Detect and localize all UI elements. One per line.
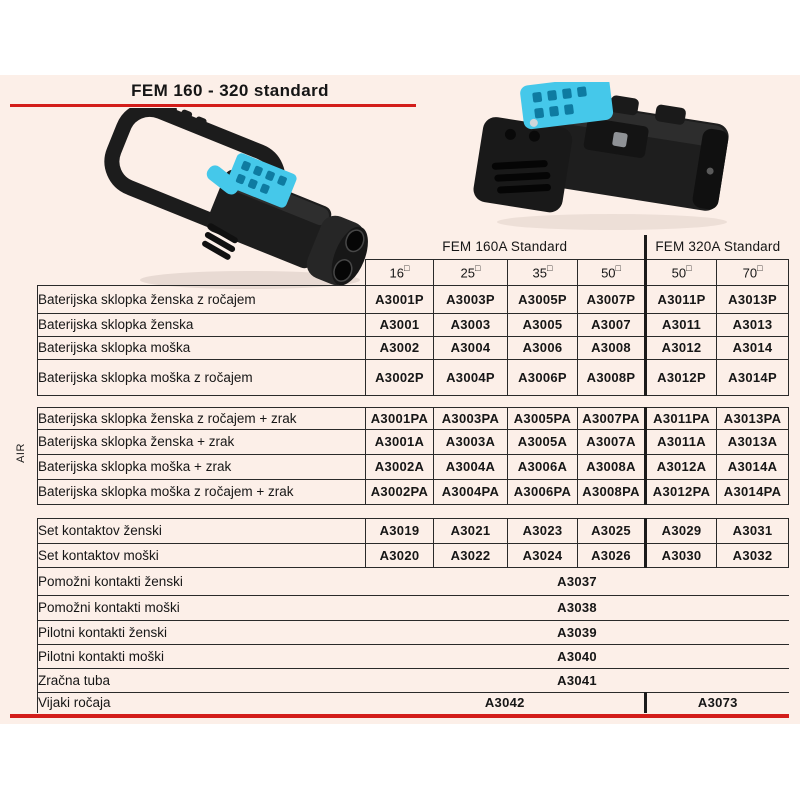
- spacer-cell: [38, 259, 366, 285]
- part-number-cell: A3004A: [434, 454, 508, 479]
- bottom-red-rule: [10, 714, 789, 718]
- size-header: 50□: [578, 259, 646, 285]
- row-label-cell: Set kontaktov ženski: [38, 518, 366, 543]
- part-number-cell: A3011A: [646, 429, 717, 454]
- fem-160a-header: FEM 160A Standard: [366, 235, 646, 259]
- part-number-cell: A3007P: [578, 285, 646, 313]
- table-row: [38, 479, 789, 504]
- part-number-cell: A3014A: [717, 454, 789, 479]
- block-ribs: [492, 160, 552, 194]
- table-row: [38, 692, 789, 713]
- photo-shadow: [497, 214, 727, 230]
- table-row: [38, 668, 789, 692]
- part-number-cell: A3012P: [646, 359, 717, 395]
- fem-320a-header: FEM 320A Standard: [646, 235, 789, 259]
- part-number-cell: A3001P: [366, 285, 434, 313]
- part-number-cell: A3008PA: [578, 479, 646, 504]
- table-row: [38, 454, 789, 479]
- row-label-cell: Baterijska sklopka moška z ročajem + zrak: [38, 479, 366, 504]
- part-number-cell: A3012: [646, 336, 717, 359]
- gap-cell: [38, 395, 789, 407]
- row-label-cell: Set kontaktov moški: [38, 543, 366, 567]
- size-header: 50□: [646, 259, 717, 285]
- row-label-cell: Baterijska sklopka ženska: [38, 313, 366, 336]
- table-row: [38, 644, 789, 668]
- part-number-cell: A3041: [366, 668, 789, 692]
- part-number-cell: A3004PA: [434, 479, 508, 504]
- part-number-cell: A3038: [366, 595, 789, 620]
- part-number-cell: A3006: [508, 336, 578, 359]
- row-label-cell: Zračna tuba: [38, 668, 366, 692]
- table-row: [38, 336, 789, 359]
- part-number-cell: A3030: [646, 543, 717, 567]
- group-gap: [38, 504, 789, 518]
- part-number-cell: A3005PA: [508, 407, 578, 429]
- part-number-cell: A3037: [366, 567, 789, 595]
- part-number-cell: A3007A: [578, 429, 646, 454]
- row-label-cell: Baterijska sklopka moška z ročajem: [38, 359, 366, 395]
- part-number-cell: A3013: [717, 313, 789, 336]
- row-label-cell: Pilotni kontakti ženski: [38, 620, 366, 644]
- part-number-cell: A3003: [434, 313, 508, 336]
- part-number-cell: A3007: [578, 313, 646, 336]
- part-number-cell: A3026: [578, 543, 646, 567]
- part-number-cell: A3012PA: [646, 479, 717, 504]
- part-number-cell: A3002PA: [366, 479, 434, 504]
- table-row: [38, 359, 789, 395]
- size-header: 35□: [508, 259, 578, 285]
- air-side-label: AIR: [15, 443, 27, 463]
- metal-clip: [612, 132, 628, 148]
- part-number-cell: A3011PA: [646, 407, 717, 429]
- connector-photo: [452, 82, 752, 234]
- part-number-cell: A3005: [508, 313, 578, 336]
- part-number-cell: A3002: [366, 336, 434, 359]
- part-number-cell: A3011: [646, 313, 717, 336]
- part-number-cell: A3014PA: [717, 479, 789, 504]
- row-label-cell: Baterijska sklopka ženska z ročajem: [38, 285, 366, 313]
- part-number-cell: A3073: [646, 692, 789, 713]
- part-number-cell: A3013P: [717, 285, 789, 313]
- group-header-row: [38, 235, 789, 259]
- table-row: [38, 313, 789, 336]
- part-number-cell: A3002A: [366, 454, 434, 479]
- size-header: 25□: [434, 259, 508, 285]
- part-number-cell: A3001PA: [366, 407, 434, 429]
- table-row: [38, 285, 789, 313]
- row-label-cell: Baterijska sklopka ženska + zrak: [38, 429, 366, 454]
- part-number-cell: A3014P: [717, 359, 789, 395]
- part-number-cell: A3023: [508, 518, 578, 543]
- part-number-cell: A3024: [508, 543, 578, 567]
- part-number-cell: A3003A: [434, 429, 508, 454]
- part-number-cell: A3008P: [578, 359, 646, 395]
- part-number-cell: A3020: [366, 543, 434, 567]
- part-number-cell: A3007PA: [578, 407, 646, 429]
- part-number-cell: A3011P: [646, 285, 717, 313]
- spacer-cell: [38, 235, 366, 259]
- part-number-cell: A3004: [434, 336, 508, 359]
- part-number-cell: A3005A: [508, 429, 578, 454]
- part-number-cell: A3008: [578, 336, 646, 359]
- group-gap: [38, 395, 789, 407]
- part-number-cell: A3019: [366, 518, 434, 543]
- row-label-cell: Pilotni kontakti moški: [38, 644, 366, 668]
- part-number-cell: A3005P: [508, 285, 578, 313]
- table-row: [38, 595, 789, 620]
- size-header: 16□: [366, 259, 434, 285]
- part-number-cell: A3008A: [578, 454, 646, 479]
- part-number-cell: A3002P: [366, 359, 434, 395]
- table-row: [38, 620, 789, 644]
- part-number-cell: A3040: [366, 644, 789, 668]
- part-number-cell: A3029: [646, 518, 717, 543]
- part-number-cell: A3004P: [434, 359, 508, 395]
- gap-cell: [38, 504, 789, 518]
- row-label-cell: Baterijska sklopka moška + zrak: [38, 454, 366, 479]
- part-number-cell: A3013PA: [717, 407, 789, 429]
- title-red-rule: [10, 104, 416, 107]
- part-number-cell: A3032: [717, 543, 789, 567]
- part-number-cell: A3006A: [508, 454, 578, 479]
- part-number-cell: A3001A: [366, 429, 434, 454]
- part-number-cell: A3013A: [717, 429, 789, 454]
- table-row: [38, 543, 789, 567]
- table-row: [38, 518, 789, 543]
- table-row: [38, 429, 789, 454]
- part-number-cell: A3042: [484, 695, 525, 711]
- size-header: 70□: [717, 259, 789, 285]
- table-row: [38, 407, 789, 429]
- part-number-cell: A3031: [717, 518, 789, 543]
- table-row: [38, 567, 789, 595]
- part-number-cell: A3021: [434, 518, 508, 543]
- part-number-cell: A3006P: [508, 359, 578, 395]
- part-number-cell: A3003PA: [434, 407, 508, 429]
- part-number-cell: A3025: [578, 518, 646, 543]
- row-label-cell: Baterijska sklopka moška: [38, 336, 366, 359]
- part-number-table: [37, 235, 789, 713]
- part-number-cell: A3003P: [434, 285, 508, 313]
- part-number-cell: A3022: [434, 543, 508, 567]
- row-label-cell: Baterijska sklopka ženska z ročajem + zrak: [38, 407, 366, 429]
- page-title: FEM 160 - 320 standard: [131, 81, 329, 100]
- battery-connector-illustration: [452, 82, 752, 234]
- row-label-cell: Pomožni kontakti ženski: [38, 567, 366, 595]
- part-number-cell: A3012A: [646, 454, 717, 479]
- row-label-cell: Vijaki ročaja: [38, 692, 366, 713]
- part-number-cell: A3039: [366, 620, 789, 644]
- size-header-row: [38, 259, 789, 285]
- row-label-cell: Pomožni kontakti moški: [38, 595, 366, 620]
- part-number-cell: A3001: [366, 313, 434, 336]
- part-number-cell: A3014: [717, 336, 789, 359]
- part-number-cell: A3006PA: [508, 479, 578, 504]
